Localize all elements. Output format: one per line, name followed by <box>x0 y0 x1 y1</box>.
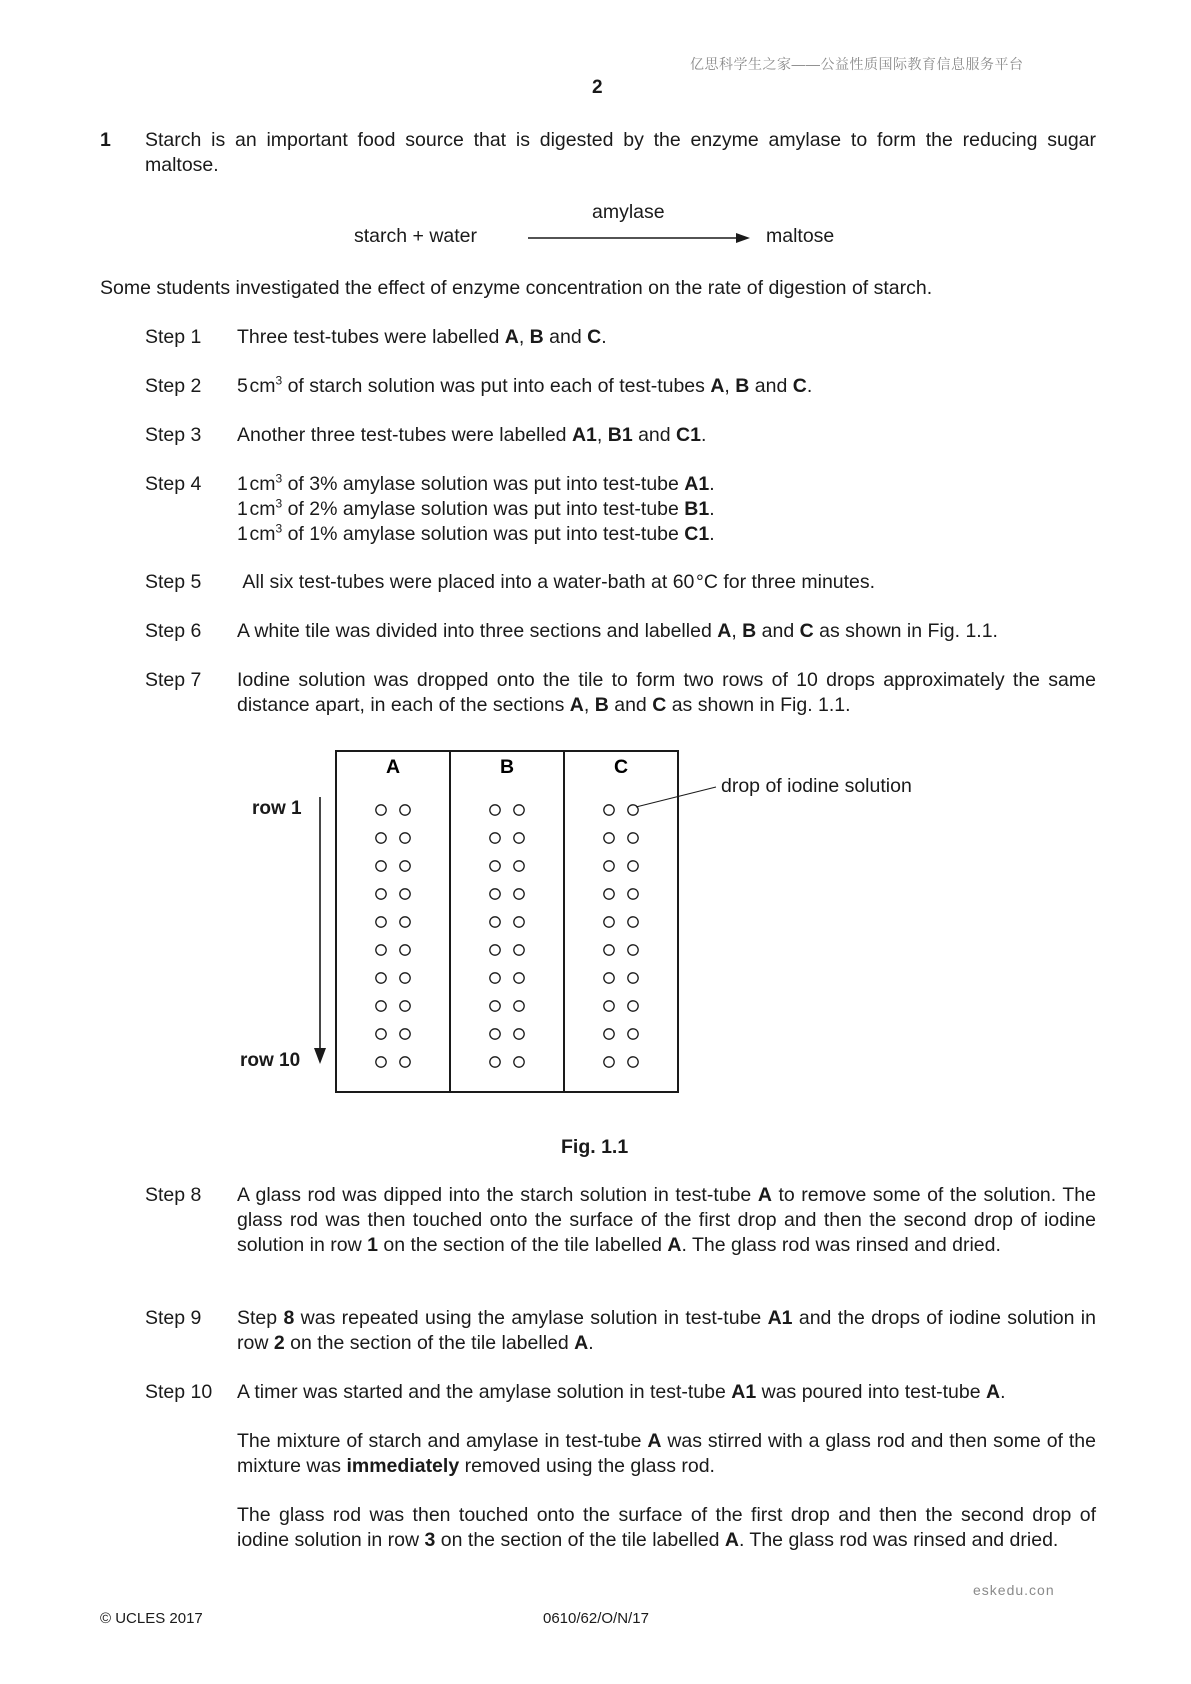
step-text: Another three test-tubes were labelled A1, B1 and C1. <box>237 424 707 446</box>
iodine-drop <box>604 889 614 899</box>
iodine-drop <box>400 861 410 871</box>
iodine-drop <box>376 805 386 815</box>
iodine-drop <box>400 889 410 899</box>
iodine-drop <box>490 833 500 843</box>
iodine-drop <box>376 945 386 955</box>
iodine-drop <box>514 917 524 927</box>
iodine-drop <box>604 917 614 927</box>
question-number: 1 <box>100 129 111 151</box>
section-label-a: A <box>385 756 401 778</box>
equation-reactants: starch + water <box>354 225 478 247</box>
watermark-text: 亿思科学生之家——公益性质国际教育信息服务平台 <box>690 56 1024 72</box>
step-label: Step 1 <box>145 326 202 348</box>
iodine-drop <box>400 1001 410 1011</box>
iodine-drop <box>400 973 410 983</box>
step-label: Step 2 <box>145 375 202 397</box>
iodine-drop <box>376 1029 386 1039</box>
iodine-drop <box>628 973 638 983</box>
step-text: Step 8 was repeated using the amylase solution in test-tube A1 and the drops of iodine solution in row 2 on the section of the tile labelled A. <box>237 1307 1096 1354</box>
tile-figure <box>230 745 950 1100</box>
iodine-drop <box>400 833 410 843</box>
iodine-drop <box>514 1057 524 1067</box>
iodine-drop <box>604 1057 614 1067</box>
iodine-drop <box>490 973 500 983</box>
iodine-drop <box>514 889 524 899</box>
iodine-drop <box>376 1001 386 1011</box>
step-text: A timer was started and the amylase solution in test-tube A1 was poured into test-tube A. The mixture of starch and amylase in test-tube A was stirred with a glass rod and then some of the mixture was immediately removed using the glass rod. The glass rod was then touched onto the surface of the first drop and then the second drop of iodine solution in row 3 on the section of the tile labelled A. The glass rod was rinsed and dried. <box>237 1381 1096 1551</box>
iodine-drop <box>628 1001 638 1011</box>
iodine-drop <box>604 833 614 843</box>
step-label: Step 8 <box>145 1184 202 1206</box>
iodine-drop <box>490 917 500 927</box>
iodine-drop <box>628 861 638 871</box>
iodine-drop <box>376 833 386 843</box>
iodine-drop <box>628 917 638 927</box>
step-text: A glass rod was dipped into the starch solution in test-tube A to remove some of the solution. The glass rod was then touched onto the surface of the first drop and then the second drop of iodine solution in row 1 on the section of the tile labelled A. The glass rod was rinsed and dried. <box>237 1184 1096 1256</box>
iodine-drop <box>514 833 524 843</box>
reaction-arrow-icon <box>528 230 750 246</box>
step-label: Step 3 <box>145 424 202 446</box>
row-direction-arrowhead-icon <box>314 1048 326 1064</box>
equation-product: maltose <box>766 225 835 247</box>
step-text: All six test-tubes were placed into a water-bath at 60 °C for three minutes. <box>237 571 876 593</box>
iodine-drop <box>400 945 410 955</box>
iodine-drop <box>514 861 524 871</box>
iodine-drop <box>628 1057 638 1067</box>
iodine-drop <box>514 973 524 983</box>
step-label: Step 4 <box>145 473 202 495</box>
iodine-drop <box>604 945 614 955</box>
iodine-drop <box>604 1001 614 1011</box>
step-text: A white tile was divided into three sections and labelled A, B and C as shown in Fig. 1.1. <box>237 620 998 642</box>
section-label-c: C <box>613 756 629 778</box>
drop-label-leader <box>636 787 716 807</box>
iodine-drop <box>514 1001 524 1011</box>
tile-outline <box>336 751 678 1092</box>
iodine-drop <box>376 861 386 871</box>
iodine-drop <box>490 1057 500 1067</box>
iodine-drop <box>400 1029 410 1039</box>
iodine-drop <box>604 1029 614 1039</box>
iodine-drop <box>376 1057 386 1067</box>
step-text: Three test-tubes were labelled A, B and C. <box>237 326 607 348</box>
site-watermark: eskedu.con <box>973 1582 1055 1598</box>
question-text: Starch is an important food source that is digested by the enzyme amylase to form the reducing sugar maltose. <box>145 129 1096 176</box>
iodine-drop <box>376 917 386 927</box>
row-end-label: row 10 <box>240 1050 301 1071</box>
iodine-drop <box>604 973 614 983</box>
iodine-drop <box>490 861 500 871</box>
iodine-drop <box>400 805 410 815</box>
figure-caption: Fig. 1.1 <box>561 1136 629 1158</box>
step-label: Step 6 <box>145 620 202 642</box>
iodine-drop <box>400 1057 410 1067</box>
iodine-drop <box>376 973 386 983</box>
copyright: © UCLES 2017 <box>100 1610 203 1627</box>
iodine-drop <box>604 861 614 871</box>
iodine-drop <box>490 805 500 815</box>
iodine-drop <box>514 945 524 955</box>
iodine-drop <box>628 1029 638 1039</box>
step-label: Step 10 <box>145 1381 213 1403</box>
iodine-drop <box>376 889 386 899</box>
row-start-label: row 1 <box>252 798 302 819</box>
iodine-drop <box>628 833 638 843</box>
step-text: 1 $cm^3$ of 3% amylase solution was put into test-tube A1. 1 $cm^3$ of 2% amylase solution was put into test-tube B1. 1 $cm^3$ of 1% amylase solution was put into test-tube C1. <box>237 471 715 545</box>
step-label: Step 7 <box>145 669 202 691</box>
iodine-drop <box>490 889 500 899</box>
equation-enzyme: amylase <box>592 201 665 223</box>
intro-text: Some students investigated the effect of enzyme concentration on the rate of digestion of starch. <box>100 277 933 299</box>
iodine-drop <box>490 1029 500 1039</box>
iodine-drop <box>604 805 614 815</box>
step-text: 5 $cm^3$ of starch solution was put into each of test-tubes A, B and C. <box>237 373 813 397</box>
page-number: 2 <box>592 77 603 98</box>
iodine-drop <box>514 1029 524 1039</box>
iodine-drop <box>628 945 638 955</box>
step-label: Step 5 <box>145 571 202 593</box>
iodine-drop <box>628 889 638 899</box>
iodine-drop <box>400 917 410 927</box>
step-text: Iodine solution was dropped onto the tile to form two rows of 10 drops approximately the same distance apart, in each of the sections A, B and C as shown in Fig. 1.1. <box>237 669 1096 716</box>
iodine-drop <box>514 805 524 815</box>
drop-label: drop of iodine solution <box>721 775 912 797</box>
iodine-drop <box>490 1001 500 1011</box>
section-label-b: B <box>499 756 515 778</box>
step-label: Step 9 <box>145 1307 202 1329</box>
paper-code: 0610/62/O/N/17 <box>543 1610 649 1627</box>
iodine-drop <box>490 945 500 955</box>
